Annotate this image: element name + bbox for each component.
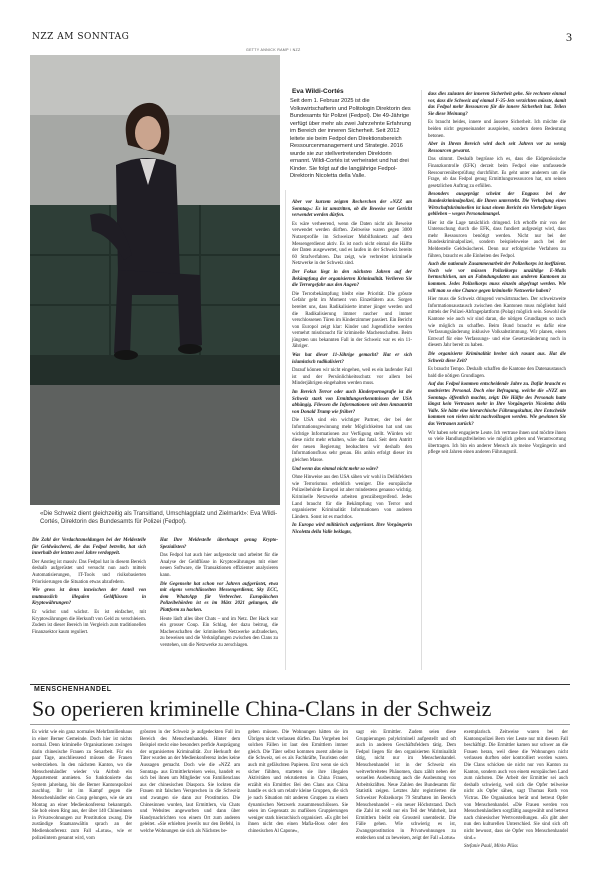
interview-answer: Es braucht beides, innere und äussere Sicherheit. Ich möchte die beiden nicht gegeneinander ausspielen, sondern deren Bedeutung betonen. [428,120,566,139]
interview-question: Die Gegenseite hat schon vor Jahren aufgerüstet, etwa mit eigens verschlüsselten Messengerdienst, Sky ECC, dem WhatsApp für Verbrecher. Europäischen Polizeibehörden ist es im März 2021 gelungen, die Plattform zu hacken. [160,581,278,613]
masthead: NZZ AM SONNTAG [32,32,130,42]
article-column-3 [248,730,348,838]
column-divider [421,90,422,670]
interview-question: Die Zahl der Verdachtsmeldungen bei der Meldestelle für Geldwäscherei, die das Fedpol betreibt, hat sich innerhalb der letzten zwei Jahre verdoppelt. [32,538,146,557]
headline: So operieren kriminelle China-Clans in der Schweiz [32,696,492,721]
portrait-photo [30,55,280,505]
interview-answer: Das stimmt. Deshalb begrüsse ich es, dass die Eidgenössische Finanzkontrolle (EFK) derzeit beim Fedpol eine umfassende Ressourcenüberprüfung durchführt. Es geht unter anderem um die Frage, ob das Fedpol genug Ermittlungsressourcen hat, um seinen gesetzlichen Auftrag zu erfüllen. [428,157,566,189]
interview-question: Aber in Ihrem Bereich wird doch seit Jahren vor zu wenig Ressourcen gewarnt. [428,142,566,154]
interview-question: Wie gross ist denn inzwischen der Anteil von mutmasslich illegalen Geldflüssen in Kryptowährungen? [32,588,146,607]
article-text: grössten in der Schweiz je aufgedeckten Fall im Bereich des Menschenhandels. Hinter dem Beispiel steckt eine besonders perfide Ausprägung der organisierten Kriminalität. Zur Herkunft der Täter wurden an der Medienkonferenz indes keine Aussagen gemacht. Doch wie die «NZZ am Sonntag» aus Ermittlerkreisen weiss, handelt es sich bei ihnen um Mitglieder von Familienclans aus der chinesischen Diaspora. Sie lockten die Frauen mit falschen Versprechen in die Schweiz und zwangen sie dann zur Prostitution. Die Chinesinnen wurden, laut Ermittlern, via Chats und Websites angeworben und dann über Handynachrichten von einem Ort zum anderen geleitet. «Sie erhielten jeweils nur den Befehl, in welche Wohnungen sie sich als Nächstes be- [140,730,240,834]
interview-answer: Es braucht Tempo. Deshalb schaffen die Kantone den Datenaustausch bald die nötigen Grundlagen. [428,367,566,379]
article-column-5 [464,730,568,853]
interview-answer: Wir haben sehr engagierte Leute. Ich vertraue ihnen und möchte ihnen so viele Handlungsfreiheiten wie möglich geben und Verantwortung übertragen. Ich bin ein anderer Mensch als meine Vorgängerin und pflege seit Jahren einen anderen Führungsstil. [428,430,566,456]
headline-rule [30,724,570,725]
article-text: sagt ein Ermittler. Zudem seien diese Gruppierungen polykriminell aufgestellt und oft auch in anderen Geschäftsfeldern tätig. Dem Fedpol liegen für den organisierten Kriminalität tätig, nicht nur im Menschenhandel. Menschenhandel ist in der Schweiz ein weitverbreitetes Phänomen, dazu zählt neben der sexuellen Ausbeutung auch die Ausbeutung von Arbeitskräften. Neue Zahlen des Bundesamts für Statistik zeigen. Letztes Jahr registrierten die Schweizer Polizeikorps 79 Straftaten im Bereich Menschenhandel – ein neuer Höchststand. Doch die Zahl ist wohl nur ein Teil der Wahrheit, laut Ermittlern bleibt ein Grossteil unentdeckt. Die Fälle gehen. Wie schwierig es ist, Zwangsprostitution in Privatwohnungen zu entdecken und zu beweisen, zeigt der Fall «Lotus» [356,730,456,841]
interview-question: Die organisierte Kriminalität breitet sich rasant aus. Hat die Schweiz diese Zeit? [428,351,566,364]
article-column-1 [32,730,132,844]
interview-question: Was hat dieser 11-Jährige gemacht? Hat er sich islamistisch radikalisiert? [292,353,412,365]
interview-question: Hat Ihre Meldestelle überhaupt genug Krypto-Spezialisten? [160,538,278,550]
byline: Stefanie Pauli, Mirko Plüss [464,844,518,850]
bio-text: Seit dem 1. Februar 2025 ist die Volkswirtschafterin und Politologin Direktorin des Bundesamts für Polizei (Fedpol). Die 49-Jährige verfügt über mehr als zwei Jahrzehnte Erfahrung im Bereich der inneren Sicherheit. Seit 2012 leitete sie beim Fedpol den Direktionsbereich Ressourcenmanagement und Strategie. 2016 wurde sie zur stellvertretenden Direktorin ernannt. Wildi-Cortés ist verheiratet und hat drei Kinder. Sie folgt auf die langjährige Fedpol-Direktorin Nicoletta della Valle. [290,98,411,179]
column-divider [285,190,286,670]
interview-question: Auf das Fedpol kommen entscheidende Jahre zu. Dafür braucht es motiviertes Personal. Doch eine Befragung, welche die «NZZ am Sonntag» öffentlich machte, zeigt: Die Hälfte des Personals hatte längst kein Vertrauen mehr in Ihre Vorgängerin Nicoletta della Valle. Sie hätte eine hierarchische Führungskultur, ihre Entscheide kommen von vielen nicht nachvollzogen werden. Wie gewinnen Sie das Vertrauen zurück? [428,382,566,427]
interview-answer: Hier muss die Schweiz dringend vorwärtsmachen. Der schweizweite Informationsaustausch zwischen den Kantonen muss mögliehst bald mittels der Polizei-Abfrageplattform (Polap) möglich sein. Sowohl die Kantone wie auch wir sind daran, die nötigen Grundlagen so rasch wie möglich zu schaffen. Beim Bund braucht es dafür eine Verfassungsänderung inklusive Volksabstimmung. Wir planen, einen Entwurf für eine Verfassungs- und eine Gesetzesänderung noch in diesem Jahr bereit zu haben. [428,297,566,349]
page-number: 3 [566,30,572,44]
portrait-photo-illustration [30,55,280,505]
interview-answer: Die Terrorbekämpfung bleibt eine Priorität. Die grösste Gefahr geht im Moment von Einzeltätern aus. Sorgen bereitet uns, dass Radikalisierte immer jünger werden und die Radikalisierung immer rascher und immer verschlossenen Türen im Kinderzimmer passiert. Ein Bericht von Europol zeigt klar: Kinder und Jugendliche werden vermehrt missbraucht für kriminelle Machenschaften. Beim jüngsten uns bekannten Fall in der Schweiz war es ein 11-Jähriger. [292,291,412,350]
interview-column-3 [292,200,412,539]
interview-question: Besonders ausgeprägt scheint der Engpass bei der Bundeskriminalpolizei, die Ihnen untersteht. Die Verhaftung eines Wirtschaftskriminellen ist kaut einem Bericht ein Vierteljahr liegen geblieben – wegen Personalmangel. [428,192,566,218]
interview-answer: Die USA sind ein wichtiger Partner, der bei der Informationsgewinnung mehr Möglichkeiten hat und uns wichtige Informationen zur Verfügung stellt. Würden wir diese nicht mehr erhalten, wäre das fatal. Seit dem Antritt der neuen Regierung beobachten wir deshalb den Informationsfluss sehr genau. Bis anhin erfolgt dieser im gleichen Masse. [292,418,412,463]
interview-question: Auch die nationale Zusammenarbeit der Polizeikorps ist ineffizient. Noch wie vor müssen Polizeikorps unzählige E-Mails hermschicken, um an Fahndungsdaten aus anderen Kantonen zu kommen. Jedes Polizeikorps muss einzeln abgefragt werden. Wie will man so eine Chance gegen kriminelle Netzwerke haben? [428,262,566,294]
article-text: Es wirkt wie ein ganz normales Mehrfamilienhaus in einer Berner Gemeinde. Doch hier ist nichts normal. Denn kriminelle Organisationen zwingen darin chinesische Frauen zu Sexarbeit. Für ein paar Tage, anschliessend müssen die Frauen weiterziehen. In den nächsten Kanton, wo die Menschenhändler wieder via Airbnb ein Appartement anmieten. So funktionierte das System jahrelang, bis die Berner Kantonspolizei zuschlug. Ihr ist im Kampf gegen die Menschenhändler ein Coup gelungen, wie sie am Montag an einer Medienkonferenz bekanntgab. Sie hob einen Ring aus, der über 140 Chinesinnen in Privatwohnungen zur Prostitution zwang. Die zuständige Staatsanwältin sprach an der Medienkonferenz zum Fall «Lotus», wie er polizeiintern genannt wird, vom [32,730,132,841]
interview-question: Aber vor kurzem zeigten Recherchen der «NZZ am Sonntag»: Es ist umstritten, ob die Beweise vor Gericht verwendet werden dürfen. [292,200,412,219]
interview-column-1 [32,538,146,638]
interview-answer: Es wäre verheerend, wenn die Daten nicht als Beweise verwendet werden dürften. Zeitweise waren gegen 3000 Nutzerprofile im Schweizer Mobilfunknetz auf dem Messengerdienst aktiv. Es ist noch nicht einmal die Hälfte der Daten ausgewertet, und es laufen in der Schweiz bereits 60 Strafverfahren. Das zeigt, wie verbreitet kriminelle Netzwerke in der Schweiz sind. [292,221,412,267]
bio-name: Eva Wildi-Cortés [292,88,344,95]
interview-answer: Der Anstieg ist massiv. Das Fedpol hat in diesem Bereich deshalb aufgerüstet und versucht nun auch mittels Automatisierungen, IT-Tools und risikobasierten Priorisierungen die Situation etwas abzufedern. [32,559,146,585]
photo-caption: «Die Schweiz dient gleichzeitig als Transitland, Umschlagplatz und Zielmarkt»: Eva Wildi-Cortés, Direktorin des Bundesamts für Polizei (Fedpol). [40,511,278,525]
interview-question: Und wenn das einmal nicht mehr so wäre? [292,466,379,472]
section-rule [30,684,570,685]
article-text: geben müssen. Die Wohnungen hätten sie im Übrigen nicht verlassen dürfen. Das Vorgehen bei solchen Fällen ist laut den Ermittlern immer gleich. Die Täter selbst kommen zuerst alleine in die Schweiz, sei es als Fachkräfte, Touristen oder auch mit gefälschten Papieren. Erst wenn sie sich sicher fühlten, starteten sie ihre illegalen Aktivitäten und rekrutierten in China Frauen, erzählt ein Ermittler. Bei den Clans aus China handle es sich um relativ kleine Gruppen, die sich je nach Situation mit anderen Gruppen zu einem dynamischen Netzwerk zusammenschlössen. Sie seien im Gegensatz zu mafiösen Gruppierungen weniger stark hierarchisch organisiert. «Es gibt bei ihnen nicht den einen Mafia-Boss oder den chinesischen Al Capone», [248,730,348,834]
interview-answer: Heute läuft alles über Chats – und im Netz. Der Hack war ein grosser Coup. Ein Schlag, der dazu beitrug, die Machenschaften der kriminellen Netzwerke aufzudecken, zu beweisen und die Verknüpfungen zwischen den Clans zu verstehen, um die Netzwerke zu zerschlagen. [160,616,278,648]
interview-answer: Ohne Hinweise aus den USA sähen wir wohl in Delikfeldern wie Terrorismus erheblich weniger. Die europäische Polizeibehörde Europol ist aber mindestens genauso wichtig. Kriminelle Netzwerke arbeiten grenzübergreifend. Jedes Land braucht für die Bekämpfung von Terror und organisierter Kriminalität Informationen von anderen Ländern. Sonst ist es machtlos. [292,475,412,520]
interview-column-2 [160,538,278,652]
article-column-4 [356,730,456,844]
article-text: exemplarisch. Zeitweise waren bei der Kantonspolizei Bern vier Leute nur mit diesem Fall beschäftigt. Die Ermittler kamen nur schwer an die Frauen heran, weil diese die Wohnungen nicht verlassen durften oder kontrolliert worden waren. Die Clans schicken sie nicht nur von Kanton zu Kanton, sondern auch von einem europäischen Land zum nächsten. Die Arbeit der Ermittler sei auch deshalb schwierig, weil sich die Opfer teilweise nicht als Opfer sähen, sagt Thomas Roth von Victras. Die Organisation berät und betreut Opfer von Menschenhandel. «Die Frauen werden von Menschenhändlern sorgfältig ausgewählt und betreut nach chinesischer Wertvorstellungen. «Es gibt aber nun den kulturellen Unterschied. Sie sind sich oft nicht bewusst, dass sie Opfer von Menschenhandel sind.» [464,730,568,841]
interview-question: dass dies zulasten der inneren Sicherheit gehe. Sie rechnete einmal vor, dass die Schweiz auf einmal F-35-Jets verzichten müsste, damit das Fedpol mehr Ressourcen für die innere Sicherheit hat. Teilen Sie diese Meinung? [428,92,566,117]
interview-answer: Er wächst und wächst. Es ist einfacher, mit Kryptowährungen die Herkunft von Geld zu verschleiern. Zudem ist dieser Bereich im Vergleich zum traditionellen Finanzsektor kaum reguliert. [32,609,146,635]
interview-column-4 [428,92,566,459]
section-label: MENSCHENHANDEL [34,686,112,693]
interview-question: Der Fokus liegt in den nächsten Jahren auf der Bekämpfung der organisierten Kriminalität. Verlieren Sie die Terrorgefahr aus den Augen? [292,269,412,289]
interview-answer: Das Fedpol hat auch hier aufgestockt und arbeitet für die Analyse der Geldflüsse in Kryptowährungen mit einer neuen Software, die Transaktionen effizienter analysieren kann. [160,553,278,578]
interview-question: In Europa wird militärisch aufgerüstet. Ihre Vorgängerin Nicoletta della Valle beklagte, [292,523,412,535]
interview-answer: Hier ist die Lage tatsächlich dringend. Ich erhoffe mir von der Untersuchung durch die EFK, dass fundiert aufgezeigt wird, dass mehr Ressourcen benötigt werden. Nicht nur bei der Bundeskriminalpolizei, sondern beispielsweise auch bei der Meldestelle Geldwäscherei. Denn nur erfolgreiche Verfahren zu führen, braucht es alle Einheiten des Fedpol. [428,220,566,259]
interview-question: Im Bereich Terror oder auch Kinderpornografie ist die Schweiz stark von Ermittlungserkenntnissen der USA abhängig. Fliessen die Informationen seit dem Amtsantritt von Donald Trump wie früher? [292,390,412,415]
interview-answer: Darauf können wir nicht eingehen, weil es ein laufender Fall ist und der Persönlichkeitsschutz vor allem bei Minderjährigen eingehalten werden muss. [292,368,412,387]
article-column-2 [140,730,240,838]
photo-credit: GETTY ANNICK RAMP / NZZ [246,48,301,52]
